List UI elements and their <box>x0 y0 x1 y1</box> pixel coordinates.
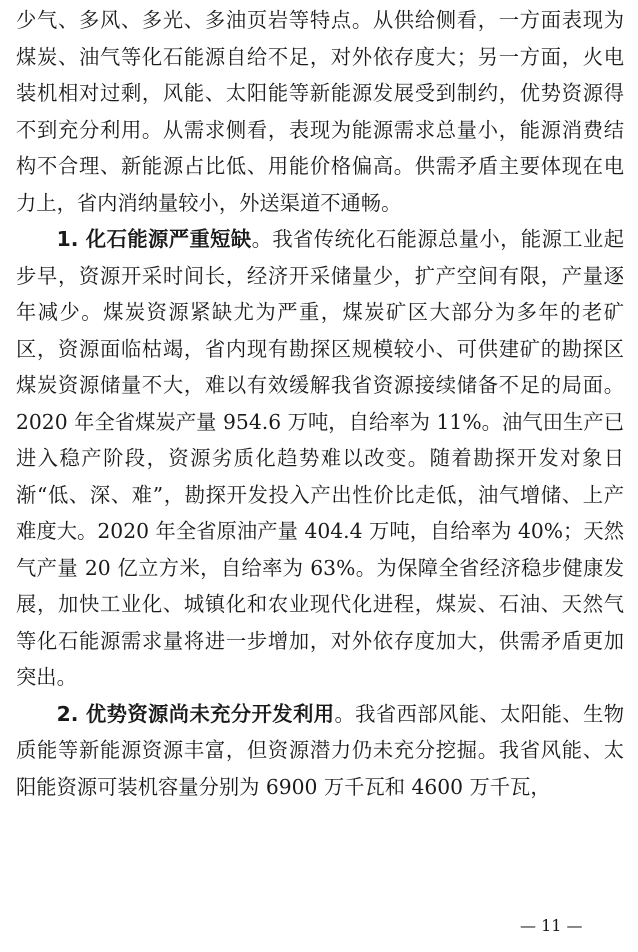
paragraph-text: 少气、多风、多光、多油页岩等特点。从供给侧看，一方面表现为煤炭、油气等化石能源自给不足，对外依存度大；另一方面，火电装机相对过剩，风能、太阳能等新能源发展受到制约，优势资源得不到充分利用。从需求侧看，表现为能源需求总量小，能源消费结构不合理、新能源占比低、用能价格偏高。供需矛盾主要体现在电力上，省内消纳量较小，外送渠道不通畅。 <box>16 8 624 215</box>
section-heading-advantage-resources: 2. 优势资源尚未充分开发利用 <box>56 701 335 726</box>
paragraph-advantage-resources <box>16 696 624 806</box>
document-body <box>16 2 624 805</box>
paragraph-text: 。我省传统化石能源总量小，能源工业起步早，资源开采时间长，经济开采储量少，扩产空间有限，产量逐年减少。煤炭资源紧缺尤为严重，煤炭矿区大部分为多年的老矿区，资源面临枯竭，省内现有勘探区规模较小、可供建矿的勘探区煤炭资源储量不大，难以有效缓解我省资源接续储备不足的局面。2020 年全省煤炭产量 954.6 万吨，自给率为 11%。油气田生产已进入稳产阶段，资源劣质化趋势难以改变。随着勘探开发对象日渐“低、深、难”，勘探开发投入产出性价比走低，油气增储、上产难度大。2020 年全省原油产量 404.4 万吨，自给率为 40%；天然气产量 20 亿立方米，自给率为 63%。为保障全省经济稳步健康发展，加快工业化、城镇化和农业现代化进程，煤炭、石油、天然气等化石能源需求量将进一步增加，对外依存度加大，供需矛盾更加突出。 <box>16 227 624 689</box>
paragraph-supply-demand <box>16 2 624 221</box>
page-number: — 11 — <box>520 916 583 935</box>
paragraph-text: 。我省西部风能、太阳能、生物质能等新能源资源丰富，但资源潜力仍未充分挖掘。我省风能、太阳能资源可装机容量分别为 6900 万千瓦和 4600 万千瓦， <box>16 701 624 799</box>
paragraph-fossil-shortage <box>16 221 624 696</box>
section-heading-fossil-shortage: 1. 化石能源严重短缺 <box>56 227 252 251</box>
